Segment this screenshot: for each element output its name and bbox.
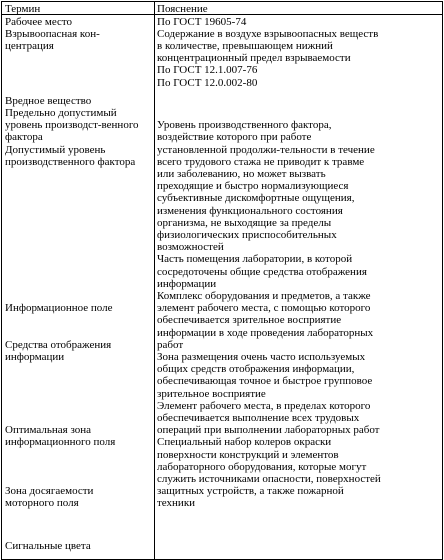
term-line: информационного поля [5, 436, 116, 449]
term-line: Рабочее место [5, 15, 73, 28]
explanation-line: защитных устройств, а также пожарной [157, 485, 344, 498]
explanation-line: субъективные дискомфортные ощущения, [157, 192, 355, 205]
term-line: Вредное вещество [5, 94, 92, 107]
term-line: Сигнальные цвета [5, 540, 91, 553]
explanation-line: всего трудового стажа не приводит к травме [157, 155, 365, 168]
explanation-line: информации в ходе проведения лабораторных [157, 326, 374, 339]
header-term: Термин [5, 3, 41, 15]
explanation-line: обеспечивающая точное и быстрое групповое [157, 375, 373, 388]
explanation-line: обеспечивается выполнение всех трудовых [157, 412, 360, 424]
term-line: Предельно допустимый [5, 107, 117, 119]
explanation-line: операций при выполнении лабораторных работ [157, 424, 380, 437]
explanation-line: обеспечивается зрительное восприятие [157, 314, 342, 327]
explanation-line: элемент рабочего места, с помощью которого [157, 302, 371, 315]
explanation-line: зрительное восприятие [157, 387, 266, 400]
explanation-line: работ [157, 338, 184, 351]
explanation-line: По ГОСТ 12.0.002-80 [157, 76, 258, 89]
explanation-line: Комплекс оборудования и предметов, а также [157, 290, 371, 302]
header-explanation: Пояснение [157, 3, 208, 15]
explanation-line: Уровень производственного фактора, [157, 119, 332, 132]
explanation-line: Зона размещения очень часто используемых [157, 351, 366, 363]
term-line: производственного фактора [5, 155, 136, 168]
column-divider [154, 2, 155, 559]
term-line: Зона досягаемости [5, 485, 94, 498]
term-line: Оптимальная зона [5, 424, 92, 437]
term-line: фактора [5, 131, 43, 144]
explanation-line: воздействие которого при работе [157, 131, 312, 144]
explanation-line: в количестве, превышающем нижний [157, 39, 333, 52]
explanation-line: По ГОСТ 12.1.007-76 [157, 64, 258, 77]
explanation-line: физиологических приспособительных [157, 229, 337, 241]
term-line: Информационное поле [5, 302, 113, 315]
explanation-line: По ГОСТ 19605-74 [157, 15, 247, 28]
explanation-line: поверхности конструкций и элементов [157, 448, 339, 461]
term-line: уровень производст-венного [5, 119, 139, 132]
explanation-line: Содержание в воздухе взрывоопасных веществ [157, 27, 379, 40]
explanation-line: изменения функционального состояния [157, 204, 343, 217]
explanation-line: организма, не выходящие за пределы [157, 216, 332, 229]
explanation-line: техники [157, 497, 196, 510]
term-line: Взрывоопасная кон- [5, 27, 100, 40]
term-line: Допустимый уровень [5, 143, 106, 156]
explanation-line: преходящие и быстро нормализующиеся [157, 180, 349, 193]
explanation-line: общих средств отображения информации, [157, 363, 355, 376]
explanation-line: или заболеванию, но может вызвать [157, 168, 326, 180]
glossary-table [1, 1, 443, 560]
explanation-line: концентрационный предел взрываемости [157, 52, 351, 65]
explanation-line: Часть помещения лаборатории, в которой [157, 253, 353, 266]
explanation-line: Специальный набор колеров окраски [157, 436, 332, 449]
explanation-line: установленной продолжи-тельности в течение [157, 143, 375, 156]
explanation-line: Элемент рабочего места, в пределах которого [157, 399, 371, 412]
explanation-line: служить источниками опасности, поверхностей [157, 473, 381, 485]
term-line: Средства отображения [5, 338, 112, 351]
term-line: информации [5, 351, 65, 363]
explanation-line: информации [157, 277, 217, 290]
term-line: моторного поля [5, 497, 79, 510]
explanation-line: возможностей [157, 241, 224, 254]
explanation-line: лабораторного оборудования, которые могут [157, 460, 367, 473]
explanation-line: сосредоточены общие средства отображения [157, 265, 367, 278]
term-line: центрация [5, 39, 54, 52]
